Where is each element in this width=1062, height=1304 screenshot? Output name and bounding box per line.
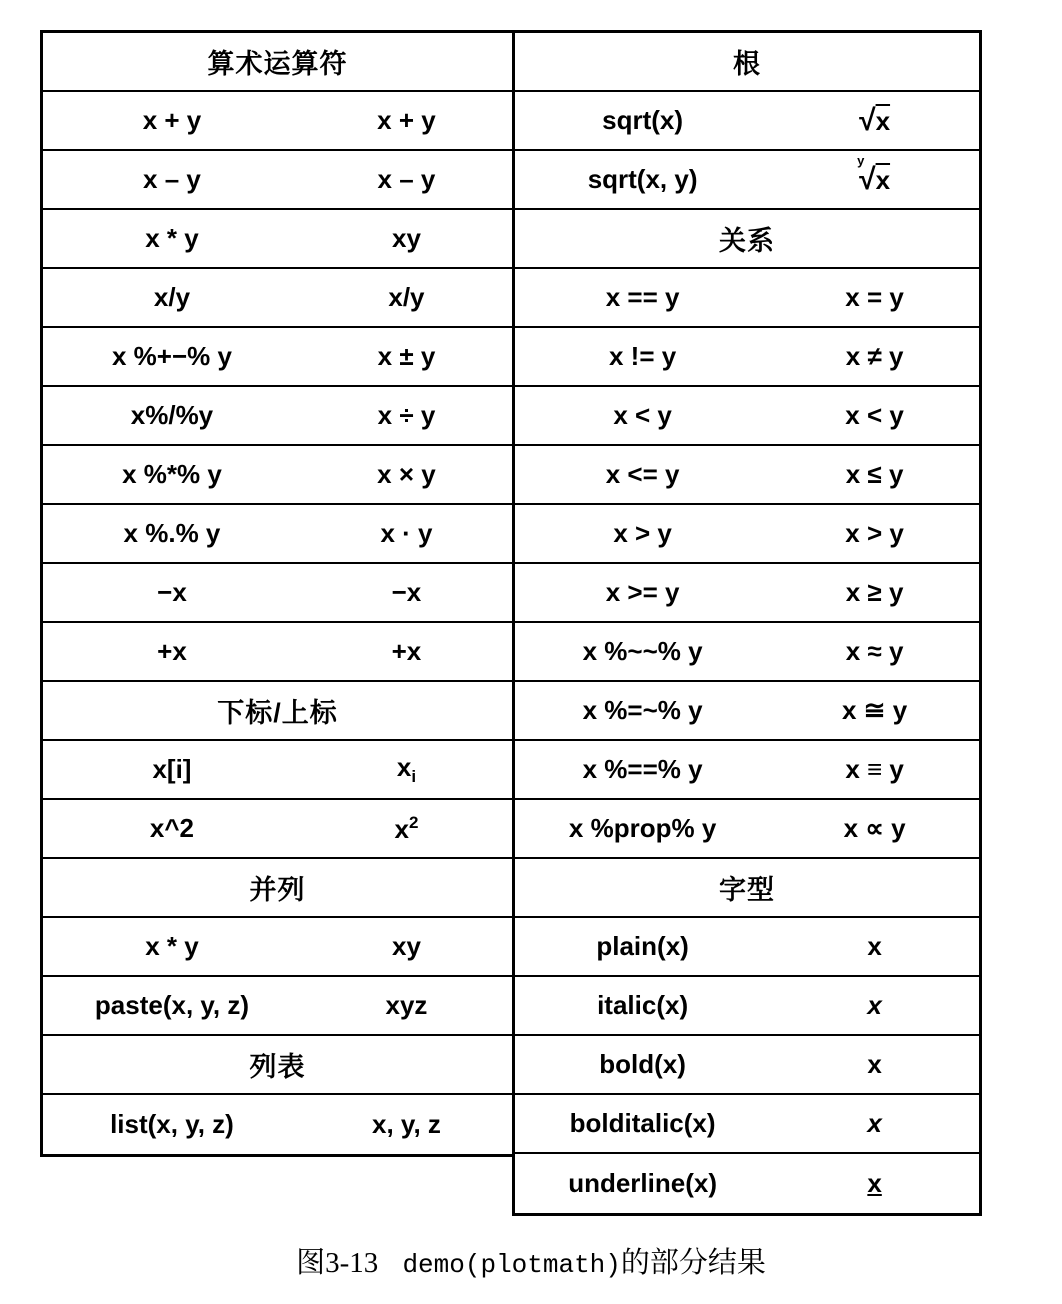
subscript-i: i bbox=[411, 767, 417, 786]
section-header-label: 关系 bbox=[719, 226, 775, 256]
superscript-2: 2 bbox=[408, 812, 419, 832]
expr-render: $x^2$ bbox=[394, 812, 419, 844]
expr-render: x ≥ y bbox=[845, 577, 904, 607]
expr-code: x > y bbox=[613, 518, 672, 548]
expr-render: +x bbox=[391, 636, 422, 666]
expr-render: −x bbox=[391, 577, 422, 607]
expr-render: x bbox=[867, 931, 882, 961]
expr-code: list(x, y, z) bbox=[110, 1109, 234, 1139]
figure-caption bbox=[0, 1240, 1062, 1281]
table-row bbox=[43, 446, 512, 505]
table-row bbox=[515, 505, 979, 564]
expr-render: x, y, z bbox=[372, 1109, 441, 1139]
expr-render: x ≤ y bbox=[845, 459, 904, 489]
table-row bbox=[43, 210, 512, 269]
section-header-label: 字型 bbox=[719, 875, 775, 905]
expr-code: bold(x) bbox=[599, 1049, 686, 1079]
expr-render: x × y bbox=[377, 459, 436, 489]
section-header-relations bbox=[515, 210, 979, 269]
expr-code: sqrt(x) bbox=[602, 105, 684, 135]
figure-number: 图3-13 bbox=[296, 1247, 379, 1279]
expr-code: x[i] bbox=[152, 754, 192, 784]
table-row bbox=[43, 623, 512, 682]
section-header-arithmetic bbox=[43, 33, 512, 92]
section-header-root bbox=[515, 33, 979, 92]
expr-code: x %~~% y bbox=[582, 636, 703, 666]
table-row bbox=[515, 387, 979, 446]
expr-code: x * y bbox=[145, 931, 199, 961]
expr-code: x %*% y bbox=[122, 459, 222, 489]
expr-render: x + y bbox=[377, 105, 436, 135]
plotmath-tables bbox=[40, 30, 982, 1216]
expr-code: −x bbox=[157, 577, 187, 607]
expr-code: x %.% y bbox=[123, 518, 221, 548]
table-row bbox=[43, 328, 512, 387]
section-header-juxtaposition bbox=[43, 859, 512, 918]
table-row bbox=[43, 800, 512, 859]
expr-render: xyz bbox=[385, 990, 428, 1020]
table-row bbox=[43, 564, 512, 623]
table-row bbox=[515, 918, 979, 977]
expr-render: x < y bbox=[845, 400, 904, 430]
table-row bbox=[43, 151, 512, 210]
expr-code: x %=~% y bbox=[582, 695, 703, 725]
table-row bbox=[515, 1154, 979, 1213]
table-row bbox=[515, 623, 979, 682]
table-row bbox=[515, 1036, 979, 1095]
expr-code: underline(x) bbox=[568, 1168, 717, 1198]
expr-render: x ± y bbox=[377, 341, 436, 371]
expr-code: x %prop% y bbox=[568, 813, 717, 843]
expr-code: x^2 bbox=[149, 813, 195, 843]
expr-render: x ≠ y bbox=[845, 341, 904, 371]
table-row bbox=[515, 800, 979, 859]
section-header-fonts bbox=[515, 859, 979, 918]
section-header-label: 并列 bbox=[249, 875, 306, 905]
table-row bbox=[43, 918, 512, 977]
section-header-label: 根 bbox=[733, 49, 761, 79]
expr-code: x %+−% y bbox=[111, 341, 232, 371]
expr-code: x%/%y bbox=[130, 400, 214, 430]
expr-code: bolditalic(x) bbox=[569, 1108, 716, 1138]
expr-code: x/y bbox=[153, 282, 191, 312]
expr-render: x · y bbox=[380, 518, 433, 548]
table-row bbox=[515, 564, 979, 623]
table-row bbox=[43, 505, 512, 564]
expr-render: x bbox=[867, 1168, 882, 1198]
table-row bbox=[515, 92, 979, 151]
expr-code: sqrt(x, y) bbox=[587, 164, 698, 194]
expr-render: $x_i$ bbox=[396, 752, 417, 786]
expr-render: x bbox=[867, 990, 882, 1020]
left-table bbox=[40, 30, 512, 1157]
expr-code: x <= y bbox=[605, 459, 680, 489]
expr-code: italic(x) bbox=[597, 990, 689, 1020]
right-table bbox=[512, 30, 982, 1216]
expr-render: xy bbox=[392, 223, 421, 253]
expr-render: x ≡ y bbox=[845, 754, 904, 784]
expr-code: plain(x) bbox=[596, 931, 689, 961]
table-row bbox=[43, 977, 512, 1036]
table-row bbox=[515, 741, 979, 800]
table-row bbox=[515, 682, 979, 741]
expr-render: x/y bbox=[388, 282, 425, 312]
expr-code: x * y bbox=[145, 223, 199, 253]
expr-render bbox=[770, 104, 979, 138]
nth-root-glyph: y √x bbox=[857, 152, 891, 196]
expr-render: xy bbox=[392, 931, 421, 961]
section-header-label: 下标/上标 bbox=[217, 698, 338, 728]
expr-render: x – y bbox=[377, 164, 436, 194]
expr-code: paste(x, y, z) bbox=[94, 990, 250, 1020]
expr-code: x >= y bbox=[605, 577, 680, 607]
table-row bbox=[515, 269, 979, 328]
table-row bbox=[43, 92, 512, 151]
table-row bbox=[43, 1095, 512, 1154]
table-row bbox=[515, 446, 979, 505]
expr-render: x ÷ y bbox=[377, 400, 436, 430]
expr-code: x %==% y bbox=[582, 754, 703, 784]
expr-code: x < y bbox=[613, 400, 672, 430]
table-row bbox=[515, 1095, 979, 1154]
expr-render: x bbox=[867, 1108, 882, 1138]
expr-render: x ≅ y bbox=[842, 695, 908, 725]
expr-render: x > y bbox=[845, 518, 904, 548]
expr-code: x == y bbox=[605, 282, 680, 312]
section-header-label: 算术运算符 bbox=[207, 49, 348, 79]
expr-code: x != y bbox=[608, 341, 677, 371]
expr-render: x ∝ y bbox=[843, 813, 906, 843]
table-row bbox=[515, 151, 979, 210]
table-row bbox=[515, 977, 979, 1036]
sqrt-glyph: √x bbox=[859, 103, 891, 137]
expr-code: +x bbox=[157, 636, 187, 666]
table-row bbox=[43, 269, 512, 328]
section-header-label: 列表 bbox=[249, 1052, 306, 1082]
expr-code: x – y bbox=[143, 164, 201, 194]
figure-code: demo(plotmath) bbox=[402, 1250, 621, 1280]
expr-render: x bbox=[867, 1049, 882, 1079]
expr-render: x = y bbox=[845, 282, 904, 312]
expr-render bbox=[770, 152, 979, 197]
table-row bbox=[515, 328, 979, 387]
figure-caption-tail: 的部分结果 bbox=[620, 1247, 766, 1279]
table-row bbox=[43, 741, 512, 800]
table-row bbox=[43, 387, 512, 446]
expr-code: x + y bbox=[142, 105, 202, 135]
expr-render: x ≈ y bbox=[845, 636, 904, 666]
section-header-list bbox=[43, 1036, 512, 1095]
section-header-subsup bbox=[43, 682, 512, 741]
